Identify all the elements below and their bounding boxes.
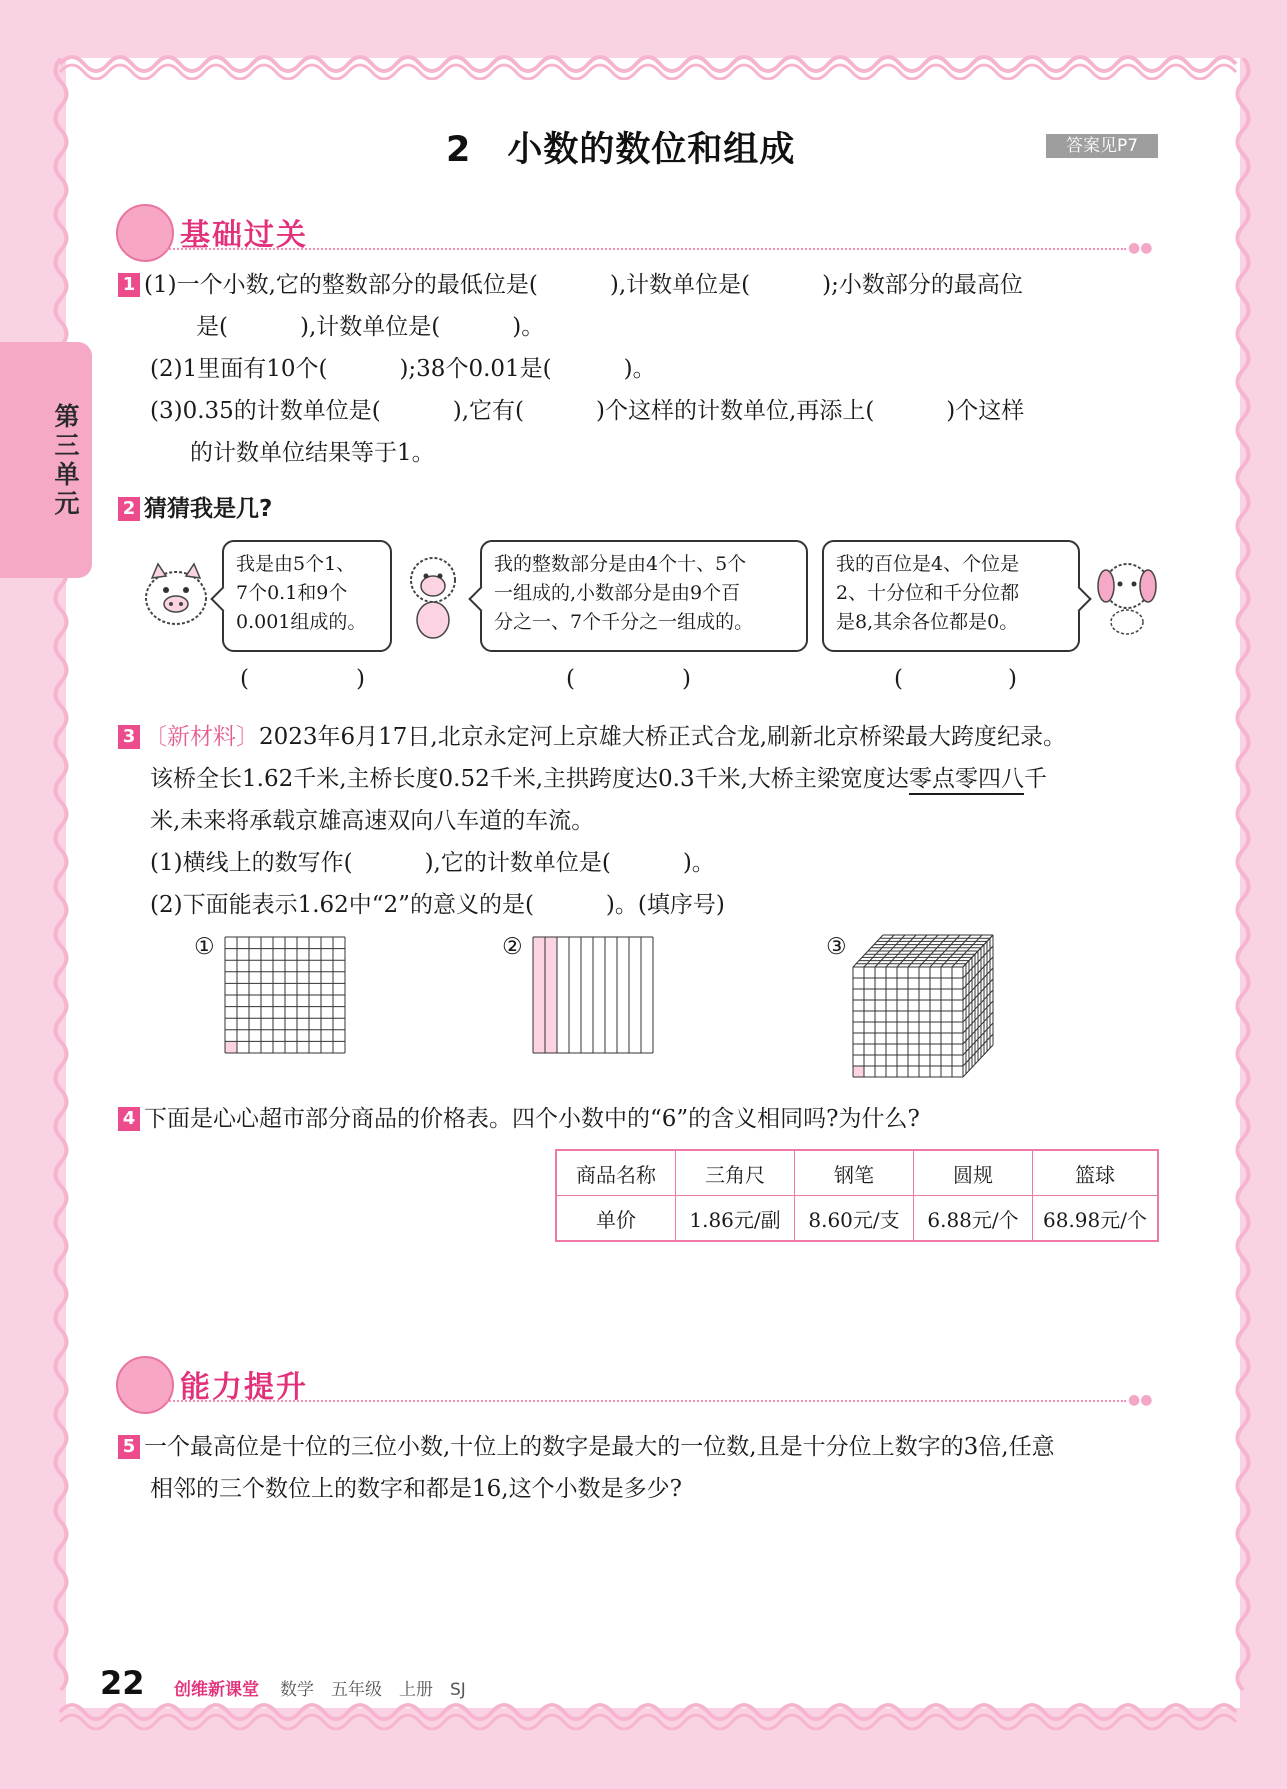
q3-line-5: (2)下面能表示1.62中“2”的意义的是( )。(填序号) <box>150 892 725 918</box>
monkey-avatar-icon <box>116 1356 174 1414</box>
section-header-advanced <box>116 1356 1162 1412</box>
q3-line-1: 3 〔新材料〕2023年6月17日,北京永定河上京雄大桥正式合龙,刷新北京桥梁最大跨度纪录。 <box>118 722 1066 752</box>
dots-decoration-icon: ●● <box>1128 240 1153 256</box>
table-cell: 6.88元/个 <box>914 1196 1033 1242</box>
hint-bubble-3: 我的百位是4、个位是 2、十分位和千分位都 是8,其余各位都是0。 <box>822 540 1080 652</box>
option-label-2: ② <box>502 934 523 960</box>
table-row <box>556 1196 1158 1242</box>
table-cell: 8.60元/支 <box>795 1196 914 1242</box>
table-cell: 1.86元/副 <box>676 1196 795 1242</box>
table-cell: 68.98元/个 <box>1033 1196 1159 1242</box>
section-header-basic <box>116 204 1162 260</box>
q3-line-4: (1)横线上的数写作( ),它的计数单位是( )。 <box>150 850 715 876</box>
q5-line-1: 5 一个最高位是十位的三位小数,十位上的数字是最大的一位数,且是十分位上数字的3倍,任意 <box>118 1432 1055 1462</box>
table-cell: 单价 <box>556 1196 676 1242</box>
answer-blank-2-open: ( <box>566 666 575 692</box>
section-divider <box>166 248 1126 250</box>
hint-bubble-2: 我的整数部分是由4个十、5个 一组成的,小数部分是由9个百 分之一、7个千分之一组成的。 <box>480 540 808 652</box>
q5-line-2: 相邻的三个数位上的数字和都是16,这个小数是多少? <box>150 1476 682 1502</box>
q1-line-3: (2)1里面有10个( );38个0.01是( )。 <box>150 356 656 382</box>
table-header-row <box>556 1150 1158 1196</box>
price-table <box>555 1149 1159 1242</box>
question-number: 5 <box>118 1435 140 1459</box>
answer-reference-tag: 答案见P7 <box>1046 134 1158 158</box>
footer-brand: 创维新课堂 <box>174 1680 259 1700</box>
monkey-icon <box>400 552 466 640</box>
table-cell: 商品名称 <box>556 1150 676 1196</box>
tenths-strip-figure <box>532 936 654 1054</box>
table-cell: 篮球 <box>1033 1150 1159 1196</box>
pig-icon <box>138 556 214 632</box>
table-cell: 圆规 <box>914 1150 1033 1196</box>
q1-line-2: 是( ),计数单位是( )。 <box>196 314 545 340</box>
option-label-1: ① <box>194 934 215 960</box>
q1-line-5: 的计数单位结果等于1。 <box>190 440 435 466</box>
answer-blank-1-open: ( <box>240 666 249 692</box>
footer-book-info: 数学 五年级 上册 SJ <box>280 1680 466 1700</box>
option-label-3: ③ <box>826 934 847 960</box>
unit-side-tab-label: 第三单元 <box>54 402 80 518</box>
table-cell: 三角尺 <box>676 1150 795 1196</box>
thousand-cube-figure <box>852 934 998 1080</box>
question-number: 2 <box>118 497 140 521</box>
hundred-grid-figure <box>224 936 346 1054</box>
q1-line-1: 1 (1)一个小数,它的整数部分的最低位是( ),计数单位是( );小数部分的最高位 <box>118 270 1023 300</box>
question-number: 4 <box>118 1107 140 1131</box>
q3-line-2: 该桥全长1.62千米,主桥长度0.52千米,主拱跨度达0.3千米,大桥主梁宽度达零点零四八千 <box>150 764 1047 794</box>
section-title-advanced: 能力提升 <box>180 1370 308 1405</box>
answer-blank-3-close: ) <box>1008 666 1017 692</box>
puppy-icon <box>1094 556 1160 636</box>
dots-decoration-icon: ●● <box>1128 1392 1153 1408</box>
question-number: 1 <box>118 273 140 297</box>
hint-bubble-1: 我是由5个1、 7个0.1和9个 0.001组成的。 <box>222 540 392 652</box>
answer-blank-2-close: ) <box>682 666 691 692</box>
new-material-tag: 〔新材料〕 <box>144 724 259 750</box>
page-number: 22 <box>100 1664 145 1702</box>
answer-blank-3-open: ( <box>894 666 903 692</box>
q4-prompt: 4 下面是心心超市部分商品的价格表。四个小数中的“6”的含义相同吗?为什么? <box>118 1104 920 1134</box>
page-title: 2 小数的数位和组成 <box>446 130 796 170</box>
monkey-avatar-icon <box>116 204 174 262</box>
q2-prompt: 2 猜猜我是几? <box>118 494 272 524</box>
table-cell: 钢笔 <box>795 1150 914 1196</box>
unit-side-tab <box>0 342 92 578</box>
q3-line-3: 米,未来将承载京雄高速双向八车道的车流。 <box>150 808 595 834</box>
q1-line-4: (3)0.35的计数单位是( ),它有( )个这样的计数单位,再添上( )个这样 <box>150 398 1025 424</box>
section-divider <box>166 1400 1126 1402</box>
section-title-basic: 基础过关 <box>180 218 308 253</box>
underlined-number-words: 零点零四八 <box>909 766 1024 795</box>
answer-blank-1-close: ) <box>356 666 365 692</box>
question-number: 3 <box>118 725 140 749</box>
